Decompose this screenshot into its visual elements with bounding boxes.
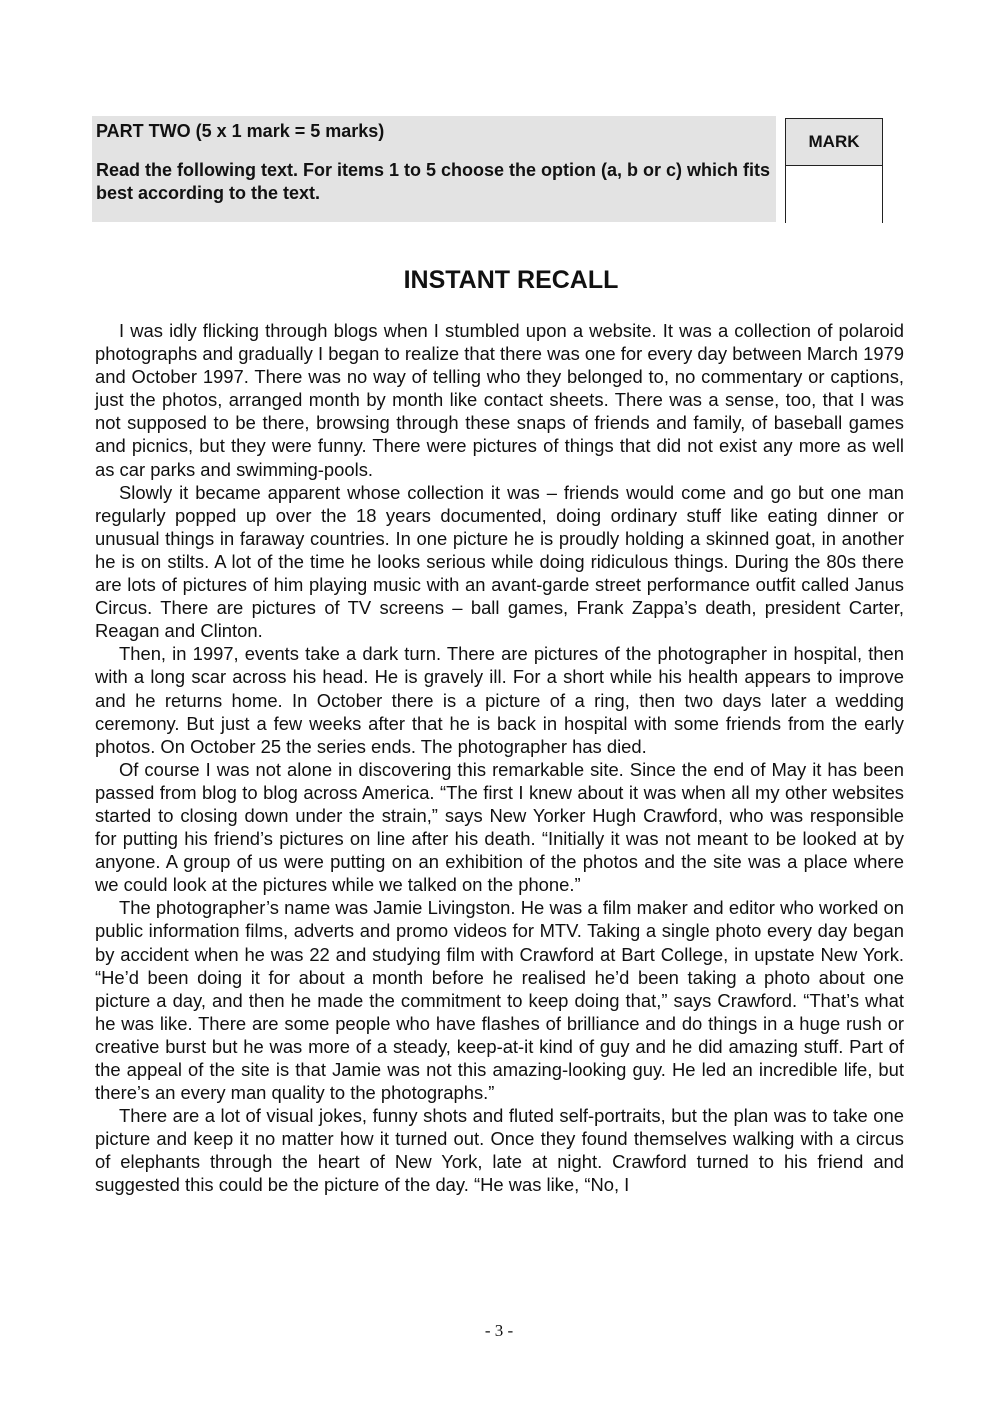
article-paragraph: I was idly flicking through blogs when I stumbled upon a website. It was a collection of polaroid photographs and gradually I began to realize that there was one for every day between March 1979 and October 1997. There was no way of telling who they belonged to, no commentary or captions, just the photos, arranged month by month like contact sheets. There was a sense, too, that I was not supposed to be there, browsing through these snaps of friends and family, of baseball games and picnics, but they were funny. There were pictures of things that did not exist any more as well as car parks and swimming-pools. bbox=[95, 320, 904, 480]
mark-value-field[interactable] bbox=[786, 166, 882, 223]
part-title: PART TWO (5 x 1 mark = 5 marks) bbox=[96, 121, 385, 141]
article-paragraph: There are a lot of visual jokes, funny shots and fluted self-portraits, but the plan was to take one picture and keep it no matter how it turned out. Once they found themselves walking with a circus of elephants through the heart of New York, late at night. Crawford turned to his friend and suggested this could be the picture of the day. “He was like, “No, I bbox=[95, 1105, 904, 1196]
mark-label: MARK bbox=[786, 119, 882, 166]
instructions-box bbox=[92, 116, 776, 222]
article-paragraph: Slowly it became apparent whose collection it was – friends would come and go but one man regularly popped up over the 18 years documented, doing ordinary stuff like eating dinner or unusual things in faraway countries. In one picture he is proudly holding a skinned goat, in another he is on stilts. A lot of the time he looks serious while doing ridiculous things. During the 80s there are lots of pictures of him playing music with an avant-garde street performance outfit called Janus Circus. There are pictures of TV screens – ball games, Frank Zappa’s death, president Carter, Reagan and Clinton. bbox=[95, 481, 904, 642]
article-body bbox=[95, 319, 904, 1197]
article-paragraph: Of course I was not alone in discovering this remarkable site. Since the end of May it has been passed from blog to blog across America. “The first I knew about it was when all my other websites started to closing down under the strain,” says New Yorker Hugh Crawford, who was responsible for putting his friend’s pictures on line after his death. “Initially it was not meant to be looked at by anyone. A group of us were putting on an exhibition of the photos and the site was a place where we could look at the pictures while we talked on the phone.” bbox=[95, 758, 904, 896]
instruction-text: Read the following text. For items 1 to 5 choose the option (a, b or c) which fits best according to the text. bbox=[96, 160, 771, 203]
article-title: INSTANT RECALL bbox=[403, 266, 619, 294]
article-paragraph: The photographer’s name was Jamie Livingston. He was a film maker and editor who worked on public information films, adverts and promo videos for MTV. Taking a single photo every day began by accident when he was 22 and studying film with Crawford at Bart College, in upstate New York. “He’d been doing it for about a month before he realised he’d been taking a photo about one picture a day, and then he made the commitment to keep doing that,” says Crawford. “That’s what he was like. There are some people who have flashes of brilliance and do things in a huge rush or creative burst but he was more of a steady, keep-at-it kind of guy and he did amazing stuff. Part of the appeal of the site is that Jamie was not this amazing-looking guy. He led an incredible life, but there’s an every man quality to the photographs.” bbox=[95, 897, 904, 1104]
mark-box bbox=[785, 118, 883, 223]
article-paragraph: Then, in 1997, events take a dark turn. There are pictures of the photographer in hospital, then with a long scar across his head. He is gravely ill. For a short while his health appears to improve and he returns home. In October there is a picture of a ring, then two days later a wedding ceremony. But just a few weeks after that he is back in hospital with some friends from the early photos. On October 25 the series ends. The photographer has died. bbox=[95, 643, 904, 757]
page-number: - 3 - bbox=[484, 1321, 514, 1340]
